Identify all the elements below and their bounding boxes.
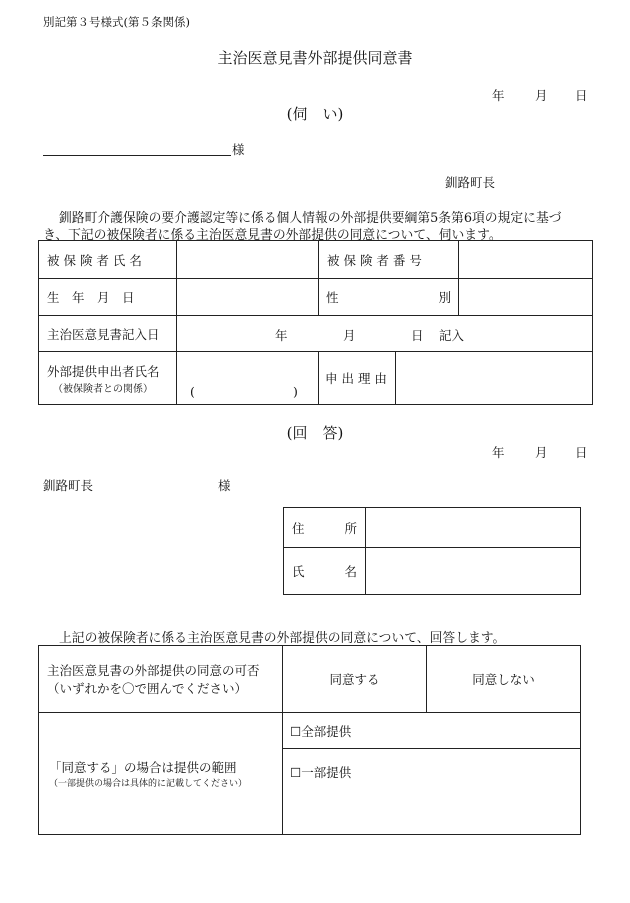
consent-label-cell [39,646,283,713]
reason-field[interactable] [396,352,592,404]
respondent-table [283,507,581,595]
date-written-year: 年 [275,328,288,343]
birthdate-label-cell [39,279,177,316]
request-sender: 釧路町長 [445,175,496,190]
request-date-day: 日 [575,88,588,103]
sex-field[interactable] [459,279,593,316]
relation-open: ( [190,384,195,399]
address-field[interactable] [366,508,581,548]
date-written-day: 日 [411,328,424,343]
relation-close: ) [293,384,298,399]
sex-label-1: 性 [326,290,339,305]
insured-number-label: 被 保 険 者 番 号 [327,252,422,268]
request-date-year: 年 [492,88,505,103]
applicant-label: 外部提供申出者氏名 [47,363,160,379]
scope-label-cell [39,713,283,835]
insured-number-field[interactable] [459,241,593,279]
address-label-1: 住 [292,520,305,536]
scope-sub-label: （一部提供の場合は具体的に記載してください） [49,779,248,789]
reply-heading: (回 答) [286,424,344,442]
applicant-field[interactable] [177,352,319,405]
reason-label: 申 出 理 由 [319,352,396,404]
date-written-suffix: 記入 [439,328,465,343]
document-title: 主治医意見書外部提供同意書 [217,49,413,67]
name-label-cell [284,548,366,595]
date-written-label-cell [39,316,177,352]
sex-label-2: 別 [438,290,451,305]
insured-name-label-cell [39,241,177,279]
consent-label-2: （いずれかを〇で囲んでください） [47,681,248,696]
birthdate-label: 生 年 月 日 [47,290,135,305]
insured-name-label: 被 保 険 者 氏 名 [47,252,142,268]
request-body-line1: 釧路町介護保険の要介護認定等に係る個人情報の外部提供要綱第5条第6項の規定に基づ [59,211,562,226]
birthdate-field[interactable] [177,279,319,316]
reply-addressee: 釧路町長 [43,478,94,493]
address-label-2: 所 [344,520,357,536]
reply-body: 上記の被保険者に係る主治医意見書の外部提供の同意について、回答します。 [59,631,506,646]
addressee-suffix: 様 [232,142,245,157]
address-label-cell [284,508,366,548]
insured-number-label-cell [319,241,459,279]
consent-label-1: 主治医意見書の外部提供の同意の可否 [47,663,260,678]
request-table [38,240,593,405]
date-written-month: 月 [343,328,356,343]
full-provision-option[interactable]: ☐全部提供 [283,713,580,749]
scope-label: 「同意する」の場合は提供の範囲 [49,760,237,775]
scope-options-cell [283,713,581,835]
reason-cell [319,352,593,405]
sex-label-cell [319,279,459,316]
reply-date-year: 年 [492,445,505,460]
partial-provision-option[interactable]: ☐一部提供 [290,765,352,780]
request-heading: (伺 い) [286,105,344,123]
name-label-2: 名 [344,564,357,579]
request-body-line2: き、下記の被保険者に係る主治医意見書の外部提供の同意について、伺います。 [43,228,502,243]
reply-addressee-suffix: 様 [218,478,231,493]
insured-name-field[interactable] [177,241,319,279]
reply-date-month: 月 [535,445,548,460]
reply-date-day: 日 [575,445,588,460]
applicant-sub-label: （被保険者との関係） [53,383,153,395]
date-written-field[interactable] [177,316,593,352]
consent-table [38,645,581,835]
name-field[interactable] [366,548,581,595]
date-written-label: 主治医意見書記入日 [47,326,160,342]
form-number: 別記第３号様式(第５条関係) [43,15,190,29]
addressee-line[interactable] [43,154,231,156]
name-label-1: 氏 [292,564,305,579]
agree-option[interactable]: 同意する [283,646,427,713]
request-date-month: 月 [535,88,548,103]
applicant-label-cell [39,352,177,405]
disagree-option[interactable]: 同意しない [427,646,581,713]
